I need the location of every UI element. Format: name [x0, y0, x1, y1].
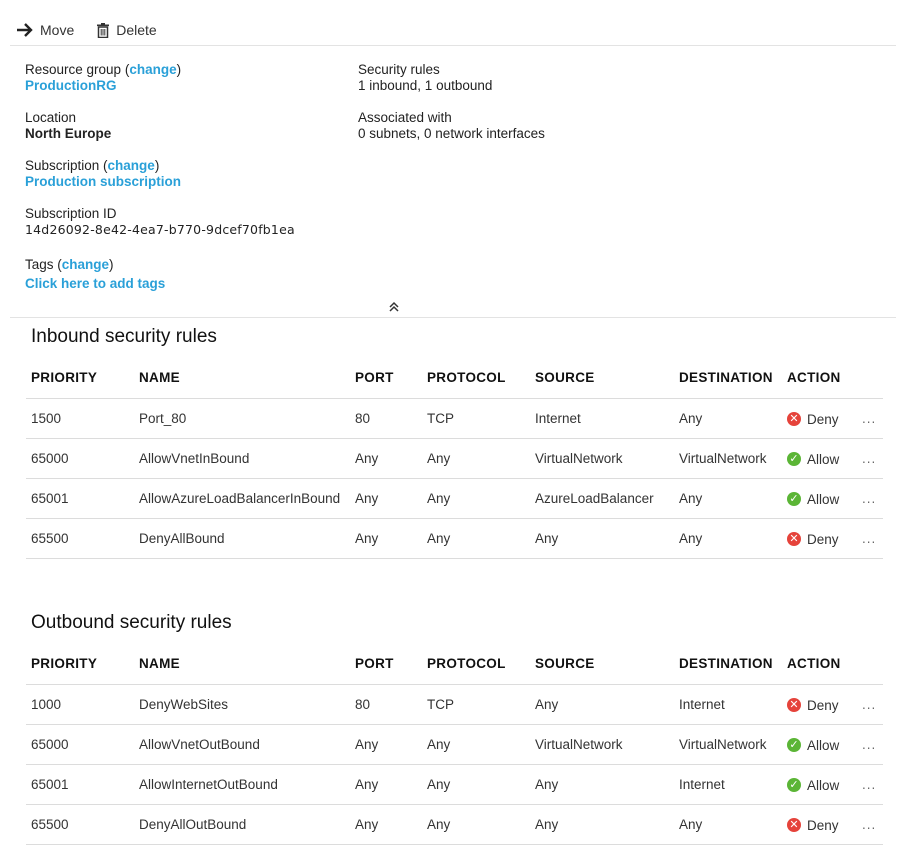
deny-x-icon: ✕ [787, 698, 801, 712]
table-row[interactable] [26, 478, 883, 518]
allow-check-icon: ✓ [787, 452, 801, 466]
row-more-menu[interactable] [857, 684, 883, 724]
allow-check-icon: ✓ [787, 738, 801, 752]
rule-priority: 65000 [26, 724, 134, 764]
rule-protocol: Any [422, 764, 530, 804]
col-port-header[interactable]: PORT [350, 644, 422, 684]
table-row[interactable] [26, 764, 883, 804]
rule-source: VirtualNetwork [530, 438, 674, 478]
rule-destination: Any [674, 398, 782, 438]
col-protocol-header[interactable]: PROTOCOL [422, 358, 530, 398]
rule-protocol: Any [422, 438, 530, 478]
rule-port: Any [350, 724, 422, 764]
row-more-menu[interactable] [857, 398, 883, 438]
more-options-icon[interactable]: ... [862, 696, 877, 712]
tags-label: Tags [25, 257, 54, 272]
rule-port: Any [350, 478, 422, 518]
table-row[interactable] [26, 804, 883, 844]
associated-with-value: 0 subnets, 0 network interfaces [358, 126, 545, 141]
location-value: North Europe [25, 126, 112, 141]
rule-action-label: Allow [807, 737, 840, 753]
toolbar-divider [10, 45, 896, 46]
rule-name: AllowAzureLoadBalancerInBound [134, 478, 350, 518]
more-options-icon[interactable]: ... [862, 776, 877, 792]
rule-destination: Any [674, 804, 782, 844]
rule-port: Any [350, 764, 422, 804]
col-more-header [857, 358, 883, 398]
col-action-header[interactable]: ACTION [782, 644, 857, 684]
col-action-header[interactable]: ACTION [782, 358, 857, 398]
rule-action-label: Deny [807, 697, 839, 713]
rule-action [782, 724, 857, 764]
rule-action [782, 684, 857, 724]
resource-group-value-link[interactable]: ProductionRG [25, 78, 117, 93]
trash-icon [96, 23, 110, 38]
resource-group-field: Resource group (change) ProductionRG [25, 62, 182, 93]
rule-destination: Internet [674, 764, 782, 804]
rule-source: Any [530, 804, 674, 844]
rule-name: DenyAllBound [134, 518, 350, 558]
deny-x-icon: ✕ [787, 532, 801, 546]
table-row[interactable] [26, 724, 883, 764]
subscription-id-field [25, 206, 295, 238]
rule-action-label: Deny [807, 531, 839, 547]
rule-protocol: Any [422, 478, 530, 518]
more-options-icon[interactable]: ... [862, 450, 877, 466]
rule-port: Any [350, 438, 422, 478]
add-tags-link[interactable]: Click here to add tags [25, 276, 166, 291]
rule-source: Internet [530, 398, 674, 438]
associated-with-label: Associated with [358, 110, 452, 125]
rule-name: AllowVnetOutBound [134, 724, 350, 764]
row-more-menu[interactable] [857, 724, 883, 764]
rule-destination: Internet [674, 684, 782, 724]
row-more-menu[interactable] [857, 764, 883, 804]
col-port-header[interactable]: PORT [350, 358, 422, 398]
rule-priority: 65500 [26, 518, 134, 558]
tags-field: Tags (change) Click here to add tags [25, 257, 166, 291]
inbound-header-row [26, 358, 883, 398]
rule-name: DenyWebSites [134, 684, 350, 724]
rule-action [782, 438, 857, 478]
row-more-menu[interactable] [857, 438, 883, 478]
subscription-label: Subscription [25, 158, 100, 173]
rule-name: Port_80 [134, 398, 350, 438]
rule-action-label: Deny [807, 817, 839, 833]
col-source-header[interactable]: SOURCE [530, 644, 674, 684]
subscription-id-label: Subscription ID [25, 206, 117, 221]
rule-protocol: Any [422, 804, 530, 844]
rule-protocol: TCP [422, 398, 530, 438]
deny-x-icon: ✕ [787, 412, 801, 426]
subscription-change-link[interactable]: change [107, 158, 155, 173]
more-options-icon[interactable]: ... [862, 816, 877, 832]
arrow-right-icon [16, 23, 34, 37]
deny-x-icon: ✕ [787, 818, 801, 832]
rule-port: 80 [350, 398, 422, 438]
rule-name: AllowVnetInBound [134, 438, 350, 478]
col-destination-header[interactable]: DESTINATION [674, 644, 782, 684]
resource-group-label: Resource group [25, 62, 122, 77]
rule-action [782, 478, 857, 518]
outbound-header-row [26, 644, 883, 684]
subscription-field: Subscription (change) Production subscription [25, 158, 182, 189]
row-more-menu[interactable] [857, 804, 883, 844]
move-button[interactable] [16, 22, 74, 38]
rule-source: Any [530, 684, 674, 724]
move-label: Move [40, 22, 75, 38]
col-destination-header[interactable]: DESTINATION [674, 358, 782, 398]
rule-priority: 65001 [26, 478, 134, 518]
rule-action [782, 804, 857, 844]
rule-port: Any [350, 518, 422, 558]
rule-action-label: Allow [807, 491, 840, 507]
col-priority-header[interactable]: PRIORITY [26, 644, 134, 684]
toolbar [16, 18, 157, 42]
rule-action [782, 518, 857, 558]
col-source-header[interactable]: SOURCE [530, 358, 674, 398]
rule-priority: 1500 [26, 398, 134, 438]
inbound-rows [26, 398, 883, 558]
rule-priority: 1000 [26, 684, 134, 724]
rule-destination: VirtualNetwork [674, 438, 782, 478]
rule-destination: Any [674, 478, 782, 518]
more-options-icon[interactable]: ... [862, 410, 877, 426]
rule-port: 80 [350, 684, 422, 724]
rule-protocol: Any [422, 724, 530, 764]
resource-group-change-link[interactable]: change [129, 62, 177, 77]
row-more-menu[interactable] [857, 478, 883, 518]
rule-source: VirtualNetwork [530, 724, 674, 764]
rule-name: AllowInternetOutBound [134, 764, 350, 804]
row-more-menu[interactable] [857, 518, 883, 558]
rule-priority: 65000 [26, 438, 134, 478]
delete-button[interactable] [96, 22, 156, 38]
collapse-chevron-up-icon[interactable] [387, 300, 401, 314]
rule-action-label: Allow [807, 777, 840, 793]
rule-source: Any [530, 764, 674, 804]
rule-protocol: TCP [422, 684, 530, 724]
tags-change-link[interactable]: change [61, 257, 110, 272]
subscription-id-value: 14d26092-8e42-4ea7-b770-9dcef70fb1ea [25, 222, 295, 237]
security-rules-field [358, 62, 492, 94]
allow-check-icon: ✓ [787, 492, 801, 506]
col-protocol-header[interactable]: PROTOCOL [422, 644, 530, 684]
location-field [25, 110, 111, 142]
rule-name: DenyAllOutBound [134, 804, 350, 844]
rule-protocol: Any [422, 518, 530, 558]
rule-action [782, 764, 857, 804]
subscription-value-link[interactable]: Production subscription [25, 174, 182, 189]
table-row[interactable] [26, 684, 883, 724]
more-options-icon[interactable]: ... [862, 736, 877, 752]
rule-source: Any [530, 518, 674, 558]
table-row[interactable] [26, 438, 883, 478]
rule-source: AzureLoadBalancer [530, 478, 674, 518]
security-rules-label: Security rules [358, 62, 440, 77]
col-name-header[interactable]: NAME [134, 358, 350, 398]
allow-check-icon: ✓ [787, 778, 801, 792]
outbound-rows [26, 684, 883, 844]
outbound-rules-table [26, 644, 883, 845]
rule-priority: 65500 [26, 804, 134, 844]
more-options-icon[interactable]: ... [862, 490, 877, 506]
col-more-header [857, 644, 883, 684]
rule-port: Any [350, 804, 422, 844]
rule-destination: Any [674, 518, 782, 558]
rule-action-label: Allow [807, 451, 840, 467]
outbound-section-title: Outbound security rules [31, 612, 232, 633]
rule-priority: 65001 [26, 764, 134, 804]
table-row[interactable] [26, 518, 883, 558]
table-row[interactable] [26, 398, 883, 438]
col-name-header[interactable]: NAME [134, 644, 350, 684]
security-rules-value: 1 inbound, 1 outbound [358, 78, 493, 93]
more-options-icon[interactable]: ... [862, 530, 877, 546]
delete-label: Delete [116, 22, 157, 38]
essentials-divider [10, 317, 896, 318]
rule-action-label: Deny [807, 411, 839, 427]
associated-with-field [358, 110, 545, 142]
rule-destination: VirtualNetwork [674, 724, 782, 764]
inbound-rules-table [26, 358, 883, 559]
inbound-section-title: Inbound security rules [31, 326, 217, 347]
rule-action [782, 398, 857, 438]
location-label: Location [25, 110, 77, 125]
col-priority-header[interactable]: PRIORITY [26, 358, 134, 398]
